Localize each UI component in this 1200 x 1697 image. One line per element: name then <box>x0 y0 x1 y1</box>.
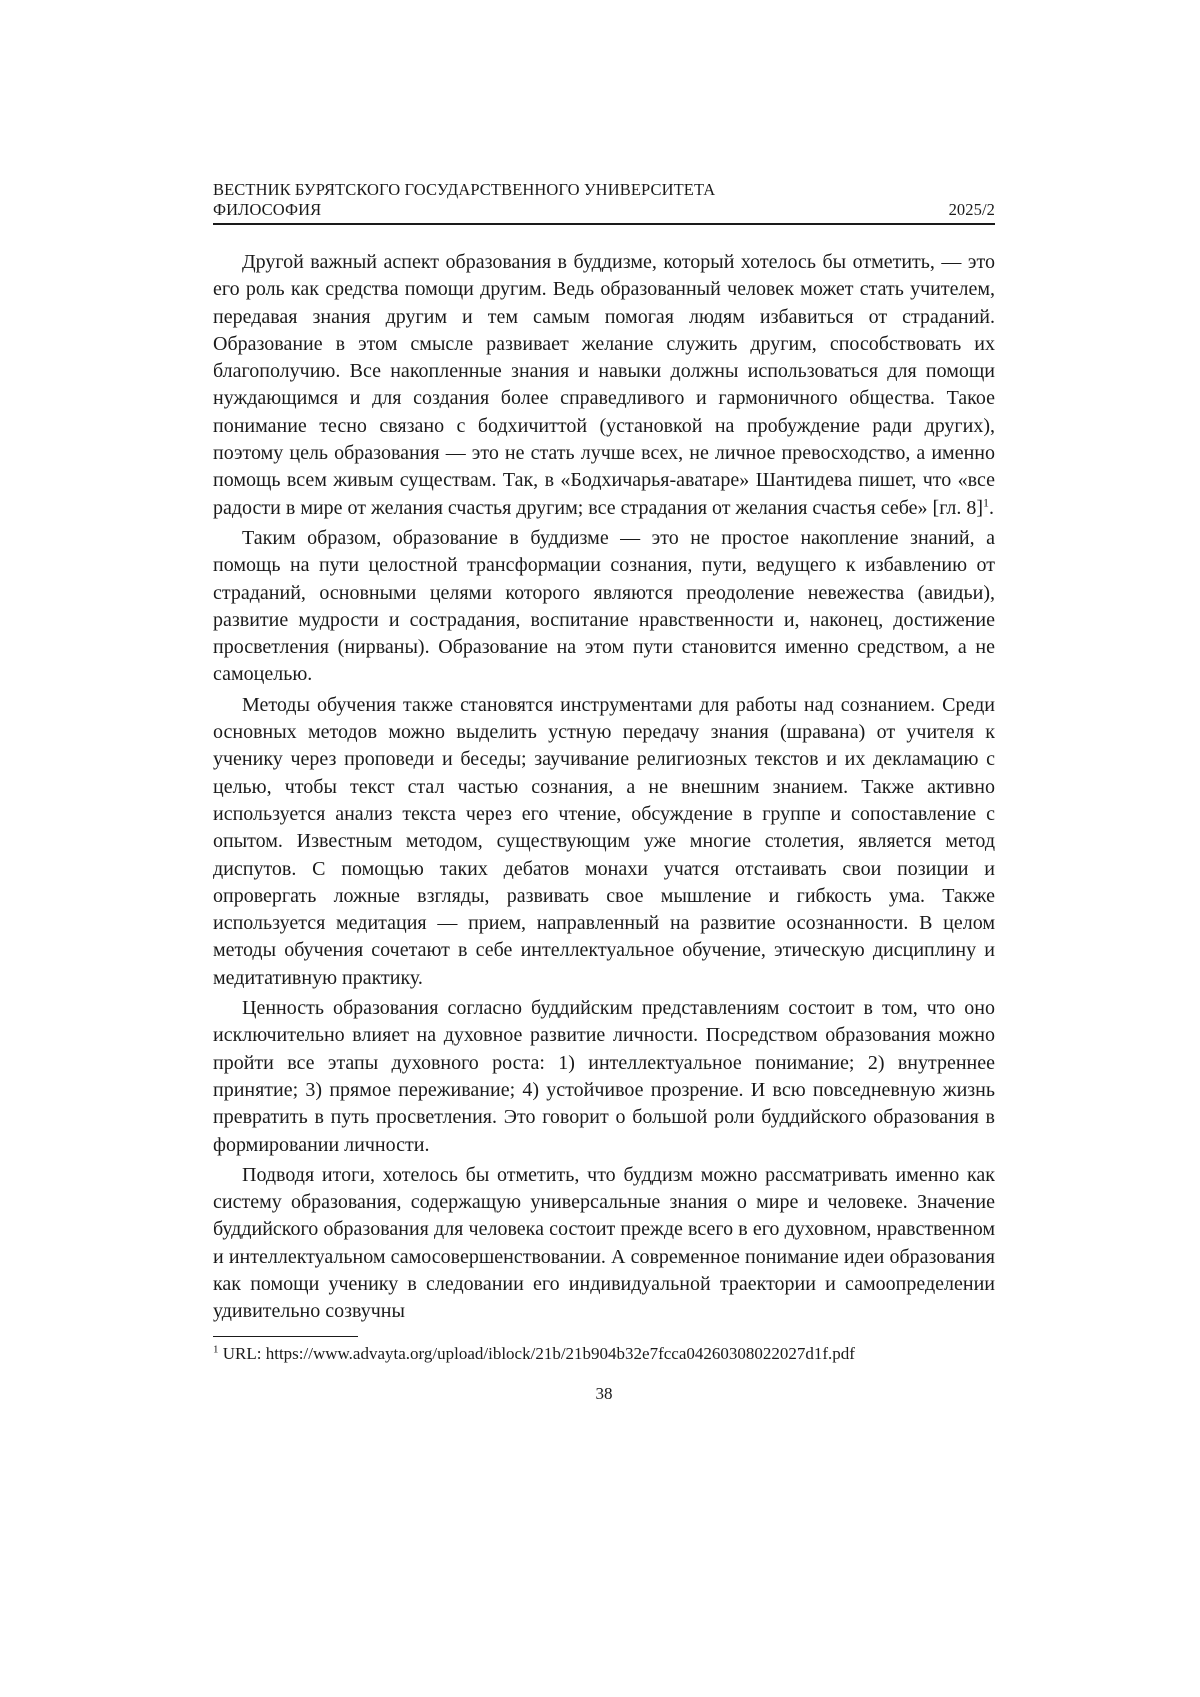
article-body <box>213 249 995 1326</box>
footnote-text: URL: https://www.advayta.org/upload/iblock/21b/21b904b32e7fcca04260308022027d1f.pdf <box>222 1343 855 1363</box>
header-rule <box>213 223 995 225</box>
journal-page <box>213 180 995 1405</box>
paragraph-3: Методы обучения также становятся инструментами для работы над сознанием. Среди основных методов можно выделить устную передачу знания (шравана) от учителя к ученику через проповеди и беседы; заучивание религиозных текстов и их декламацию с целью, чтобы текст стал частью сознания, а не внешним знанием. Также активно используется анализ текста через его чтение, обсуждение в группе и сопоставление с опытом. Известным методом, существующим уже многие столетия, является метод диспутов. С помощью таких дебатов монахи учатся отстаивать свои позиции и опровергать ложные взгляды, развивать свое мышление и гибкость ума. Также используется медитация — прием, направленный на развитие осознанности. В целом методы обучения сочетают в себе интеллектуальное обучение, этическую дисциплину и медитативную практику. <box>213 693 995 989</box>
running-head <box>213 180 995 220</box>
paragraph-2: Таким образом, образование в буддизме — это не простое накопление знаний, а помощь на пути целостной трансформации сознания, пути, ведущего к избавлению от страданий, основными целями которого являются преодоление невежества (авидьи), развитие мудрости и сострадания, воспитание нравственности и, наконец, достижение просветления (нирваны). Образование на этом пути становится именно средством, а не самоцелью. <box>213 526 995 686</box>
paragraph-1-end: . <box>989 496 995 519</box>
footnote-reference: 1 <box>983 495 990 510</box>
footnote-marker: 1 <box>213 1342 219 1355</box>
paragraph-5: Подводя итоги, хотелось бы отметить, что буддизм можно рассматривать именно как систему образования, содержащую универсальные знания о мире и человеке. Значение буддийского образования для человека состоит прежде всего в его духовном, нравственном и интеллектуальном самосовершенствовании. А современное понимание идеи образования как помощи ученику в следовании его индивидуальной траектории и самоопределении удивительно созвучны <box>213 1163 995 1323</box>
paragraph-1 <box>213 249 995 522</box>
footnote-rule <box>213 1336 358 1337</box>
page-number: 38 <box>595 1383 613 1403</box>
journal-title: ВЕСТНИК БУРЯТСКОГО ГОСУДАРСТВЕННОГО УНИВЕРСИТЕТА <box>213 180 716 199</box>
paragraph-1-text: Другой важный аспект образования в буддизме, который хотелось бы отметить, — это его роль как средства помощи другим. Ведь образованный человек может стать учителем, передавая знания другим и тем самым помогая людям избавиться от страданий. Образование в этом смысле развивает желание служить другим, способствовать их благополучию. Все накопленные знания и навыки должны использоваться для помощи нуждающимся и для создания более справедливого и гармоничного общества. Такое понимание тесно связано с бодхичиттой (установкой на пробуждение ради других), поэтому цель образования — это не стать лучше всех, не личное превосходство, а именно помощь всем живым существам. Так, в «Бодхичарья-аватаре» Шантидева пишет, что «все радости в мире от желания счастья другим; все страдания от желания счастья себе» [гл. 8] <box>213 251 995 519</box>
running-head-line2 <box>213 200 995 220</box>
paragraph-4: Ценность образования согласно буддийским представлениям состоит в том, что оно исключительно влияет на духовное развитие личности. Посредством образования можно пройти все этапы духовного роста: 1) интеллектуальное понимание; 2) внутреннее принятие; 3) прямое переживание; 4) устойчивое прозрение. И всю повседневную жизнь превратить в путь просветления. Это говорит о большой роли буддийского образования в формировании личности. <box>213 997 995 1156</box>
section-title: ФИЛОСОФИЯ <box>213 200 322 219</box>
footnote <box>213 1343 995 1365</box>
issue-number: 2025/2 <box>948 200 995 219</box>
